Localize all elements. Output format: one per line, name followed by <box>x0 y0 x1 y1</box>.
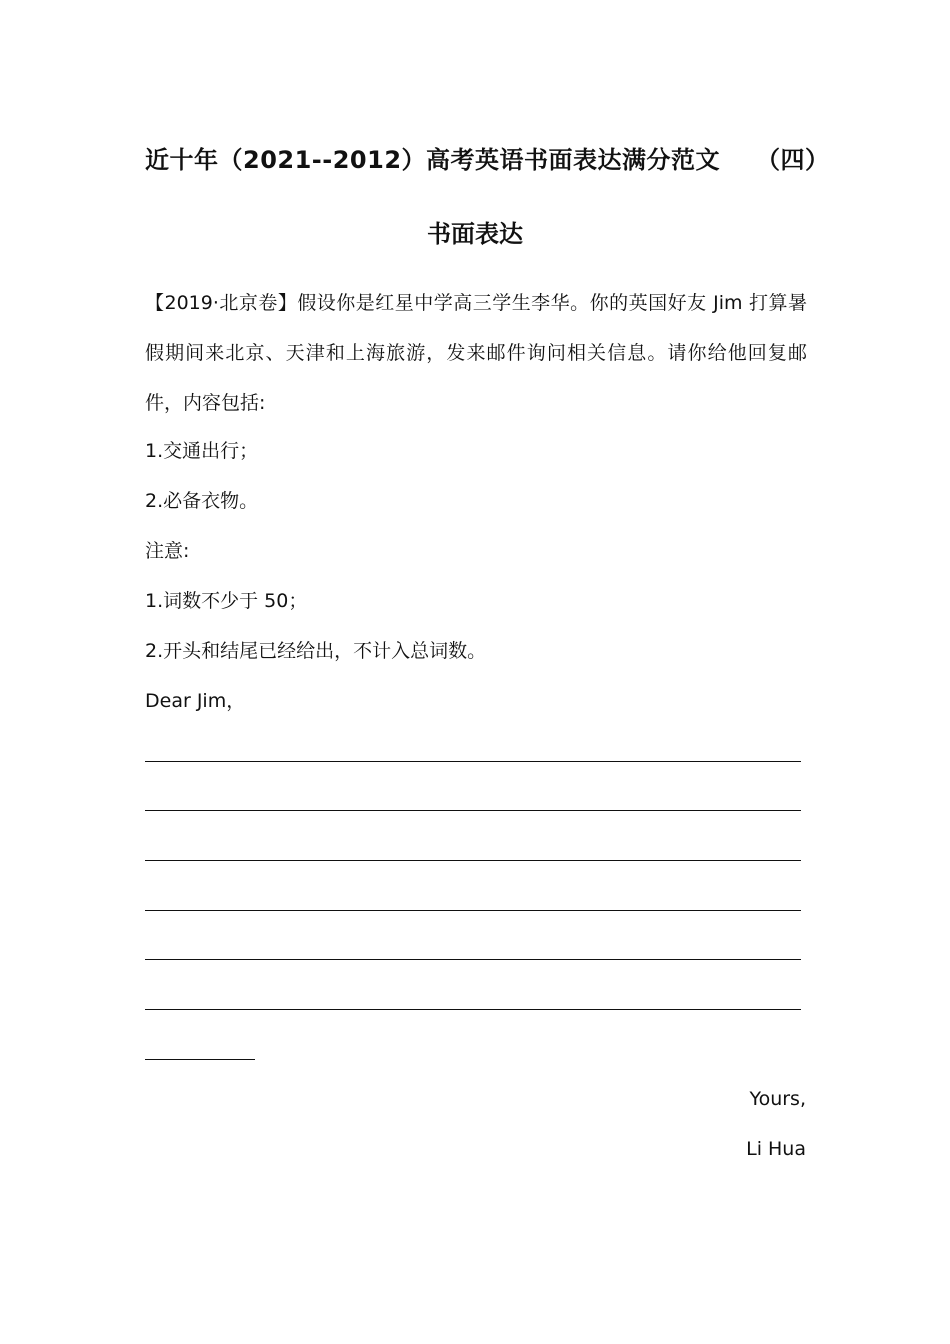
closing: Yours, <box>749 1088 806 1110</box>
writing-line-6 <box>145 1009 801 1010</box>
note-item-2: 2.开头和结尾已经给出，不计入总词数。 <box>145 640 487 662</box>
writing-line-2 <box>145 810 801 811</box>
writing-line-7 <box>145 1059 255 1060</box>
document-title-main: 近十年（2021--2012）高考英语书面表达满分范文 <box>145 146 721 174</box>
section-heading: 书面表达 <box>427 220 523 248</box>
writing-line-5 <box>145 959 801 960</box>
writing-line-1 <box>145 761 801 762</box>
writing-line-3 <box>145 860 801 861</box>
content-item-1: 1.交通出行； <box>145 440 259 462</box>
document-title-suffix: （四） <box>756 146 830 174</box>
task-prompt: 【2019·北京卷】假设你是红星中学高三学生李华。你的英国好友 Jim 打算暑假期间来北京、天津和上海旅游，发来邮件询问相关信息。请你给他回复邮件，内容包括: <box>145 292 807 414</box>
signature: Li Hua <box>746 1138 806 1160</box>
notes-label: 注意: <box>145 540 190 562</box>
note-item-1: 1.词数不少于 50； <box>145 590 308 612</box>
writing-line-4 <box>145 910 801 911</box>
content-item-2: 2.必备衣物。 <box>145 490 259 512</box>
salutation: Dear Jim， <box>145 690 246 712</box>
document-title <box>145 140 830 175</box>
